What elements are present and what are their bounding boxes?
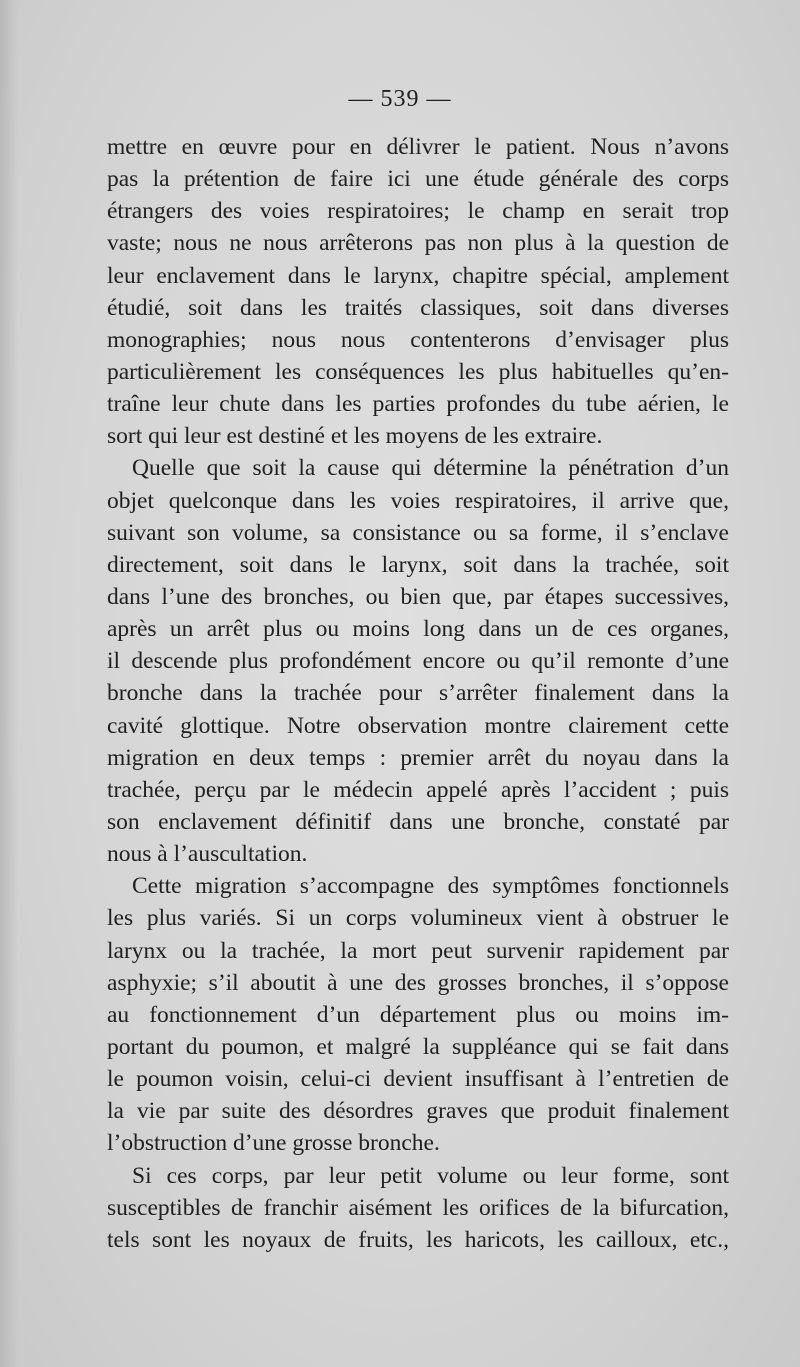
text-line: le poumon voisin, celui-ci devient insuffisant à l’entretien de: [107, 1066, 729, 1093]
text-line: pas la prétention de faire ici une étude générale des corps: [107, 166, 729, 193]
text-line: suivant son volume, sa consistance ou sa forme, il s’enclave: [107, 519, 729, 546]
text-line: sort qui leur est destiné et les moyens de les extraire.: [107, 423, 603, 450]
text-line: directement, soit dans le larynx, soit dans la trachée, soit: [107, 551, 729, 578]
text-line: son enclavement définitif dans une bronche, constaté par: [107, 808, 729, 835]
text-line: larynx ou la trachée, la mort peut survenir rapidement par: [107, 937, 729, 964]
text-line: la vie par suite des désordres graves que produit finalement: [107, 1098, 729, 1125]
page-edge-shadow: [0, 0, 18, 1367]
text-line: vaste; nous ne nous arrêterons pas non plus à la question de: [107, 230, 729, 257]
text-line: mettre en œuvre pour en délivrer le patient. Nous n’avons: [107, 134, 729, 160]
text-line: Cette migration s’accompagne des symptômes fonctionnels: [132, 873, 729, 900]
text-line: dans l’une des bronches, ou bien que, par étapes successives,: [107, 583, 729, 610]
text-line: bronche dans la trachée pour s’arrêter finalement dans la: [107, 680, 729, 707]
text-line: il descende plus profondément encore ou qu’il remonte d’une: [107, 648, 729, 675]
text-line: nous à l’auscultation.: [107, 841, 308, 868]
text-line: étudié, soit dans les traités classiques, soit dans diverses: [107, 294, 729, 321]
text-line: traîne leur chute dans les parties profondes du tube aérien, le: [107, 391, 729, 418]
text-line: objet quelconque dans les voies respiratoires, il arrive que,: [107, 487, 729, 514]
text-line: trachée, perçu par le médecin appelé après l’accident ; puis: [107, 776, 729, 803]
text-line: particulièrement les conséquences les plus habituelles qu’en-: [107, 358, 729, 385]
body-text: [107, 131, 729, 1256]
text-line: Quelle que soit la cause qui détermine la pénétration d’un: [132, 455, 729, 482]
text-line: tels sont les noyaux de fruits, les haricots, les cailloux, etc.,: [107, 1226, 729, 1253]
text-line: Si ces corps, par leur petit volume ou leur forme, sont: [132, 1162, 729, 1189]
text-line: asphyxie; s’il aboutit à une des grosses bronches, il s’oppose: [107, 969, 729, 996]
text-line: portant du poumon, et malgré la suppléance qui se fait dans: [107, 1033, 729, 1060]
text-line: étrangers des voies respiratoires; le champ en serait trop: [107, 198, 729, 225]
text-line: migration en deux temps : premier arrêt du noyau dans la: [107, 744, 729, 771]
text-line: leur enclavement dans le larynx, chapitre spécial, amplement: [107, 262, 729, 289]
text-line: l’obstruction d’une grosse bronche.: [107, 1130, 440, 1157]
text-line: les plus variés. Si un corps volumineux vient à obstruer le: [107, 905, 729, 932]
text-line: cavité glottique. Notre observation montre clairement cette: [107, 712, 729, 739]
text-line: monographies; nous nous contenterons d’envisager plus: [107, 326, 729, 353]
text-line: après un arrêt plus ou moins long dans un de ces organes,: [107, 616, 729, 643]
text-line: au fonctionnement d’un département plus ou moins im-: [107, 1001, 729, 1028]
page-number: — 539 —: [348, 86, 452, 112]
text-line: susceptibles de franchir aisément les orifices de la bifurcation,: [107, 1194, 729, 1221]
